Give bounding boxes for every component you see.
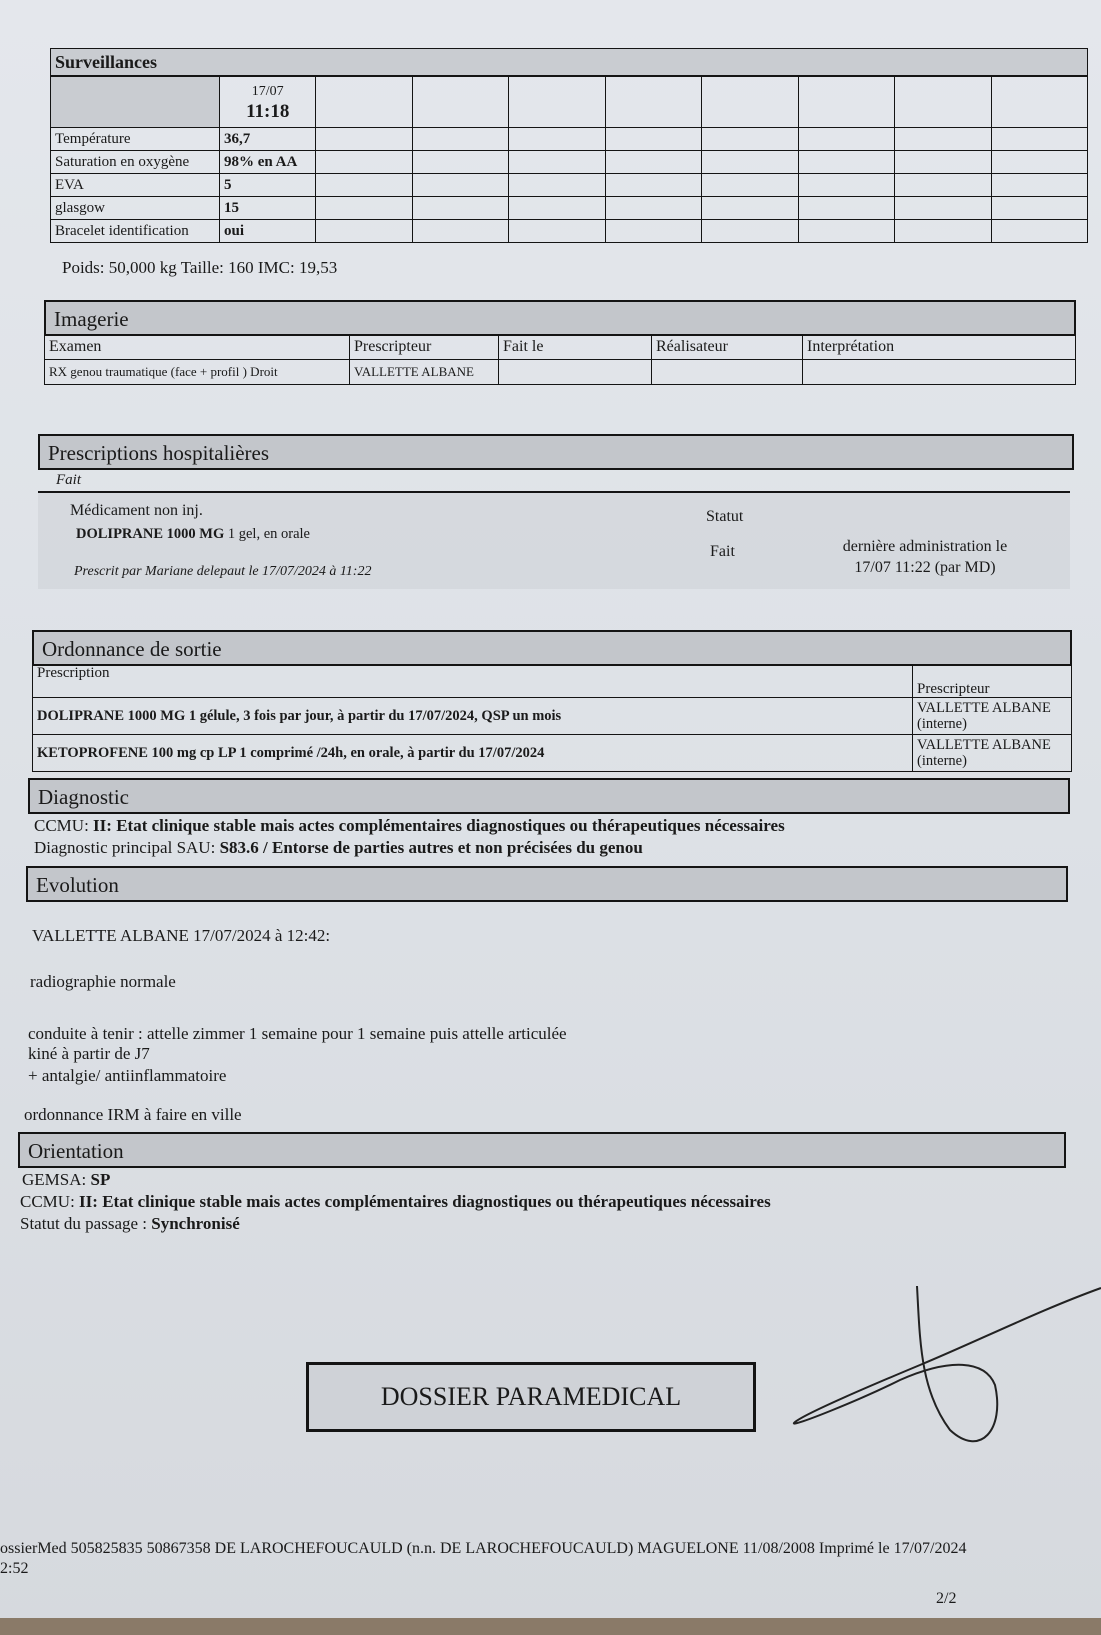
table-row: [33, 698, 1072, 735]
evolution-line: + antalgie/ antiinflammatoire: [28, 1066, 227, 1085]
empty-cell: [605, 197, 701, 220]
empty-cell: [991, 77, 1088, 128]
empty-cell: [412, 77, 508, 128]
empty-cell: [798, 151, 894, 174]
principal-label: Diagnostic principal SAU:: [34, 838, 220, 857]
prescripteur-role: (interne): [917, 716, 967, 732]
col-header-prescripteur: Prescripteur: [350, 335, 499, 360]
row-value: 15: [220, 197, 316, 220]
evolution-author: VALLETTE ALBANE 17/07/2024 à 12:42:: [32, 926, 331, 945]
surveillances-header-row: [51, 77, 1088, 128]
evolution-line: kiné à partir de J7: [28, 1044, 150, 1063]
prescripteur-name: VALLETTE ALBANE: [917, 737, 1051, 753]
header-time-cell: [220, 77, 316, 128]
empty-cell: [509, 197, 605, 220]
last-admin-line2: 17/07 11:22 (par MD): [854, 559, 996, 576]
table-row: [51, 151, 1088, 174]
imagerie-table: [44, 334, 1076, 385]
empty-cell: [412, 174, 508, 197]
ordonnance-section: [32, 630, 1072, 772]
background-surface: [0, 1618, 1101, 1635]
evolution-line: ordonnance IRM à faire en ville: [24, 1105, 242, 1124]
last-administration: [820, 536, 1030, 578]
imagerie-section: [44, 300, 1076, 385]
orientation-title: Orientation: [18, 1132, 1066, 1168]
surveillances-section: [50, 48, 1088, 243]
empty-cell: [798, 77, 894, 128]
prescripteur-cell: VALLETTE ALBANE: [350, 360, 499, 385]
table-row: [51, 128, 1088, 151]
gemsa-label: GEMSA:: [22, 1170, 91, 1189]
prescripteur-name: VALLETTE ALBANE: [917, 700, 1051, 716]
ccmu-label: CCMU:: [34, 816, 94, 835]
statut-label: Statut du passage :: [20, 1214, 152, 1233]
empty-cell: [316, 77, 412, 128]
empty-cell: [605, 220, 701, 243]
realisateur-cell: [652, 360, 803, 385]
empty-cell: [412, 128, 508, 151]
empty-cell: [798, 174, 894, 197]
empty-cell: [509, 174, 605, 197]
empty-cell: [991, 220, 1088, 243]
empty-cell: [798, 220, 894, 243]
row-label: Température: [51, 128, 220, 151]
statut-value: Synchronisé: [151, 1214, 240, 1233]
row-label: EVA: [51, 174, 220, 197]
empty-cell: [316, 220, 412, 243]
header-date: 17/07: [251, 84, 284, 99]
prescription-cell: DOLIPRANE 1000 MG 1 gélule, 3 fois par jour, à partir du 17/07/2024, QSP un mois: [33, 698, 913, 735]
empty-cell: [991, 174, 1088, 197]
empty-cell: [605, 77, 701, 128]
table-row: [51, 197, 1088, 220]
imagerie-title: Imagerie: [44, 300, 1076, 336]
empty-cell: [895, 220, 991, 243]
diagnostic-title: Diagnostic: [28, 778, 1070, 814]
col-header-interpretation: Interprétation: [803, 335, 1076, 360]
evolution-line: conduite à tenir : attelle zimmer 1 semaine pour 1 semaine puis attelle articulée: [28, 1024, 567, 1043]
prescribed-by: Prescrit par Mariane delepaut le 17/07/2024 à 11:22: [74, 564, 372, 579]
empty-cell: [412, 220, 508, 243]
row-value: 36,7: [220, 128, 316, 151]
empty-cell: [316, 174, 412, 197]
table-row: [51, 220, 1088, 243]
table-row: [33, 735, 1072, 772]
footer-patient-line: ossierMed 505825835 50867358 DE LAROCHEFOUCAULD (n.n. DE LAROCHEFOUCAULD) MAGUELONE 11/08/2008 Imprimé le 17/07/2024: [0, 1540, 967, 1557]
prescripteur-cell: [913, 735, 1072, 772]
row-value: oui: [220, 220, 316, 243]
empty-cell: [702, 197, 798, 220]
empty-cell: [605, 174, 701, 197]
surveillances-title: Surveillances: [50, 48, 1088, 76]
page-number: 2/2: [936, 1590, 957, 1607]
evolution-line: radiographie normale: [30, 972, 176, 991]
row-value: 5: [220, 174, 316, 197]
table-row: [51, 174, 1088, 197]
empty-cell: [702, 77, 798, 128]
diagnostic-principal: [34, 838, 643, 858]
empty-cell: [605, 128, 701, 151]
empty-cell: [509, 220, 605, 243]
exam-cell: RX genou traumatique (face + profil ) Droit: [45, 360, 350, 385]
empty-cell: [316, 128, 412, 151]
signature-icon: [780, 1280, 1101, 1450]
empty-cell: [605, 151, 701, 174]
interpretation-cell: [803, 360, 1076, 385]
empty-cell: [895, 197, 991, 220]
empty-cell: [702, 128, 798, 151]
col-header-realisateur: Réalisateur: [652, 335, 803, 360]
empty-cell: [702, 151, 798, 174]
medication-dosage: 1 gel, en orale: [224, 526, 310, 542]
fait-le-cell: [499, 360, 652, 385]
col-header-fait-le: Fait le: [499, 335, 652, 360]
prescripteur-role: (interne): [917, 753, 967, 769]
orientation-statut: [20, 1214, 240, 1234]
medication-type: Médicament non inj.: [70, 502, 203, 519]
ccmu-value: II: Etat clinique stable mais actes complémentaires diagnostiques ou thérapeutiques nécessaires: [79, 1192, 771, 1211]
prescriptions-title: Prescriptions hospitalières: [38, 434, 1074, 470]
ordonnance-table: [32, 664, 1072, 772]
evolution-title: Evolution: [26, 866, 1068, 902]
header-time: 11:18: [246, 101, 290, 122]
diagnostic-ccmu: [34, 816, 785, 836]
ccmu-value: II: Etat clinique stable mais actes complémentaires diagnostiques ou thérapeutiques nécessaires: [93, 816, 785, 835]
footer-time: 2:52: [0, 1560, 29, 1577]
row-value: 98% en AA: [220, 151, 316, 174]
col-header-examen: Examen: [45, 335, 350, 360]
dossier-paramedical-box: DOSSIER PARAMEDICAL: [306, 1362, 756, 1432]
gemsa-value: SP: [90, 1170, 111, 1189]
empty-cell: [798, 128, 894, 151]
empty-cell: [991, 151, 1088, 174]
row-label: Saturation en oxygène: [51, 151, 220, 174]
empty-cell: [991, 128, 1088, 151]
status-label: Statut: [706, 508, 744, 525]
empty-cell: [895, 128, 991, 151]
body-measurements: Poids: 50,000 kg Taille: 160 IMC: 19,53: [62, 258, 338, 277]
col-header-prescription: Prescription: [33, 665, 913, 698]
empty-cell: [509, 128, 605, 151]
empty-cell: [798, 197, 894, 220]
empty-cell: [412, 197, 508, 220]
ccmu-label: CCMU:: [20, 1192, 80, 1211]
empty-cell: [991, 197, 1088, 220]
empty-cell: [702, 174, 798, 197]
principal-value: S83.6 / Entorse de parties autres et non précisées du genou: [219, 838, 643, 857]
imagerie-header-row: [45, 335, 1076, 360]
status-value: Fait: [710, 543, 735, 560]
surveillances-table: [50, 76, 1088, 243]
header-label-cell: [51, 77, 220, 128]
orientation-gemsa: [22, 1170, 110, 1190]
row-label: Bracelet identification: [51, 220, 220, 243]
empty-cell: [895, 174, 991, 197]
empty-cell: [702, 220, 798, 243]
prescriptions-group-label: Fait: [56, 472, 81, 488]
empty-cell: [412, 151, 508, 174]
orientation-ccmu: [20, 1192, 771, 1212]
col-header-prescripteur: Prescripteur: [913, 665, 1072, 698]
empty-cell: [509, 77, 605, 128]
row-label: glasgow: [51, 197, 220, 220]
empty-cell: [509, 151, 605, 174]
prescripteur-cell: [913, 698, 1072, 735]
ordonnance-header-row: [33, 665, 1072, 698]
empty-cell: [316, 197, 412, 220]
prescription-cell: KETOPROFENE 100 mg cp LP 1 comprimé /24h, en orale, à partir du 17/07/2024: [33, 735, 913, 772]
ordonnance-title: Ordonnance de sortie: [32, 630, 1072, 666]
medication-name: DOLIPRANE 1000 MG: [76, 526, 225, 542]
empty-cell: [895, 77, 991, 128]
last-admin-line1: dernière administration le: [842, 538, 1008, 555]
table-row: [45, 360, 1076, 385]
empty-cell: [895, 151, 991, 174]
medication-line: [76, 526, 310, 543]
empty-cell: [316, 151, 412, 174]
